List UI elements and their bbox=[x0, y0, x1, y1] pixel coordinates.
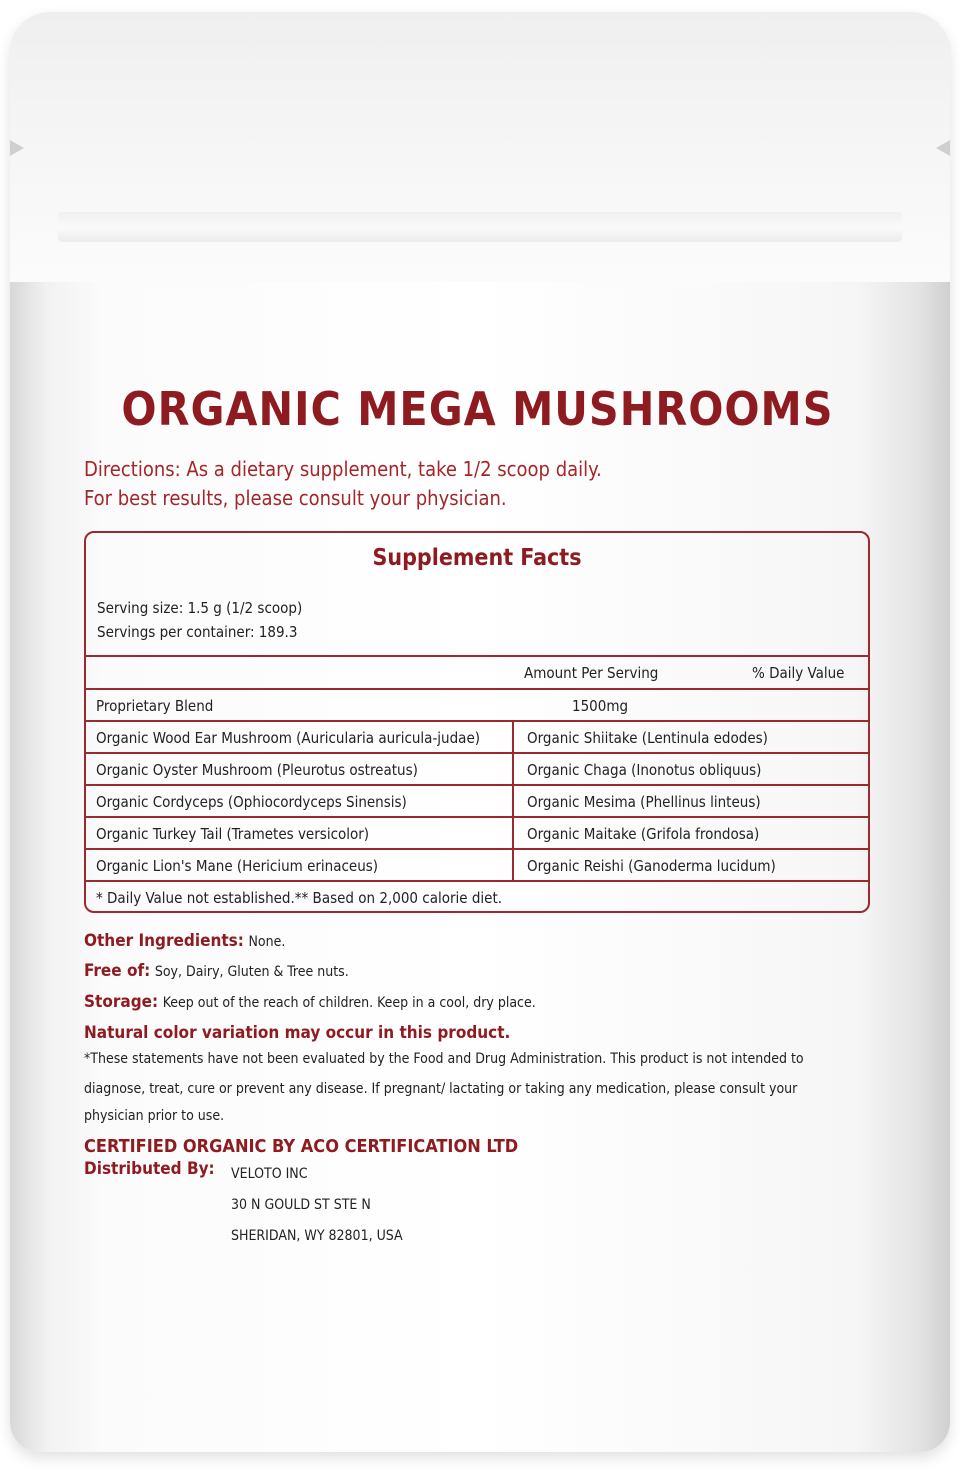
distributor-street: 30 N GOULD ST STE N bbox=[231, 1197, 371, 1213]
certification: CERTIFIED ORGANIC BY ACO CERTIFICATION LTD bbox=[84, 1136, 519, 1157]
distributor-city: SHERIDAN, WY 82801, USA bbox=[231, 1228, 403, 1244]
divider bbox=[86, 655, 868, 657]
directions-line-2: For best results, please consult your physician. bbox=[84, 486, 507, 510]
distributor-name: VELOTO INC bbox=[231, 1166, 308, 1182]
column-divider bbox=[512, 721, 514, 881]
directions-line-1: Directions: As a dietary supplement, take 1/2 scoop daily. bbox=[84, 457, 602, 481]
divider bbox=[86, 688, 868, 690]
storage-value: Keep out of the reach of children. Keep in a cool, dry place. bbox=[162, 995, 536, 1011]
divider bbox=[86, 848, 868, 850]
ingredient: Organic Turkey Tail (Trametes versicolor) bbox=[96, 825, 370, 843]
tear-notch-right bbox=[936, 140, 950, 156]
facts-footnote: * Daily Value not established.** Based on 2,000 calorie diet. bbox=[96, 889, 503, 907]
other-ingredients-label: Other Ingredients: bbox=[84, 931, 244, 951]
ingredient: Organic Chaga (Inonotus obliquus) bbox=[527, 761, 762, 779]
storage-label: Storage: bbox=[84, 992, 159, 1012]
ingredient: Organic Mesima (Phellinus linteus) bbox=[527, 793, 761, 811]
supplement-facts-panel bbox=[84, 531, 870, 913]
free-of-label: Free of: bbox=[84, 961, 151, 981]
blend-amount: 1500mg bbox=[572, 697, 629, 715]
ingredient: Organic Shiitake (Lentinula edodes) bbox=[527, 729, 768, 747]
serving-size: Serving size: 1.5 g (1/2 scoop) bbox=[97, 599, 303, 617]
ingredient: Organic Maitake (Grifola frondosa) bbox=[527, 825, 760, 843]
other-ingredients bbox=[84, 931, 285, 951]
free-of bbox=[84, 961, 349, 981]
blend-label: Proprietary Blend bbox=[96, 697, 214, 715]
disclaimer-line-1: *These statements have not been evaluated by the Food and Drug Administration. This product is not intended to bbox=[84, 1051, 804, 1067]
divider bbox=[86, 784, 868, 786]
divider bbox=[86, 720, 868, 722]
servings-per-container: Servings per container: 189.3 bbox=[97, 623, 298, 641]
storage bbox=[84, 992, 536, 1012]
disclaimer-line-2: diagnose, treat, cure or prevent any disease. If pregnant/ lactating or taking any medication, please consult your bbox=[84, 1081, 798, 1097]
free-of-value: Soy, Dairy, Gluten & Tree nuts. bbox=[154, 964, 349, 980]
daily-value-header: % Daily Value bbox=[752, 664, 845, 682]
amount-per-serving-header: Amount Per Serving bbox=[524, 664, 659, 682]
ingredient: Organic Lion's Mane (Hericium erinaceus) bbox=[96, 857, 379, 875]
product-title: ORGANIC MEGA MUSHROOMS bbox=[121, 382, 834, 436]
divider bbox=[86, 880, 868, 882]
distributor-label: Distributed By: bbox=[84, 1159, 215, 1179]
ingredient: Organic Reishi (Ganoderma lucidum) bbox=[527, 857, 776, 875]
ingredient: Organic Oyster Mushroom (Pleurotus ostreatus) bbox=[96, 761, 418, 779]
zipper bbox=[58, 212, 902, 242]
divider bbox=[86, 816, 868, 818]
divider bbox=[86, 752, 868, 754]
ingredient: Organic Wood Ear Mushroom (Auricularia auricula-judae) bbox=[96, 729, 481, 747]
disclaimer-line-3: physician prior to use. bbox=[84, 1108, 225, 1124]
ingredient: Organic Cordyceps (Ophiocordyceps Sinensis) bbox=[96, 793, 407, 811]
tear-notch-left bbox=[10, 140, 24, 156]
other-ingredients-value: None. bbox=[248, 934, 286, 950]
color-variation-note: Natural color variation may occur in this product. bbox=[84, 1023, 511, 1043]
facts-heading: Supplement Facts bbox=[372, 545, 582, 571]
